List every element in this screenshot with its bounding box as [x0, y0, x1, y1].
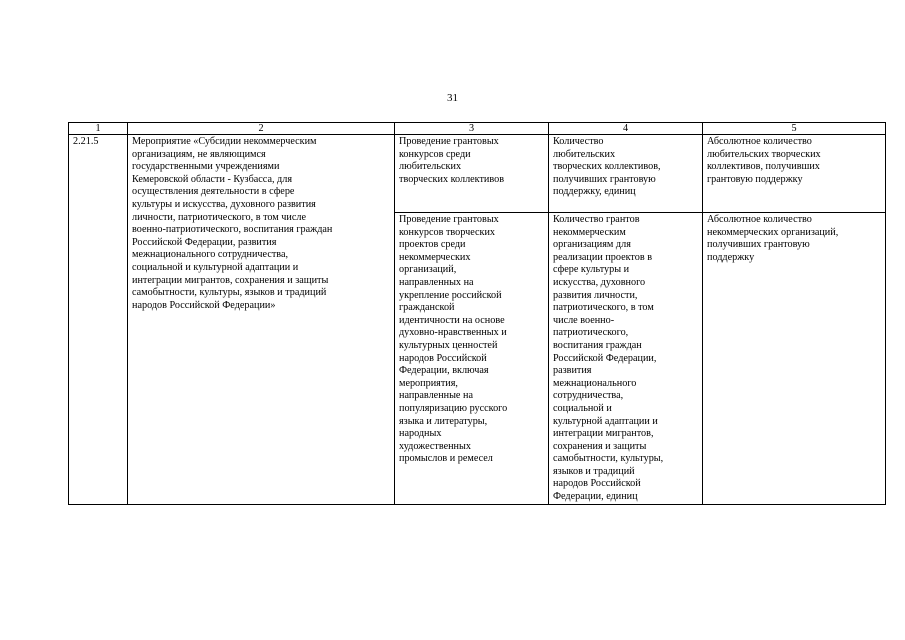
column-header-5: 5	[703, 123, 886, 135]
column-header-2: 2	[128, 123, 395, 135]
calculation-method-cell: Абсолютное количество любительских творческих коллективов, получивших грантовую поддержку	[703, 135, 886, 213]
task-cell: Проведение грантовых конкурсов творческих проектов среди некоммерческих организаций, направленных на укрепление российской гражданской идентичности на основе духовно-нравственных и культурных ценностей народов Российской Федерации, включая мероприятия, направленные на популяризацию русского языка и литературы, народных художественных промыслов и ремесел	[395, 213, 549, 505]
measure-description-cell: Мероприятие «Субсидии некоммерческим организациям, не являющимся государственными учреждениями Кемеровской области - Кузбасса, для осуществления деятельности в сфере культуры и искусства, духовного развития личности, патриотического, в том числе военно-патриотического, воспитания граждан Российской Федерации, развития межнационального сотрудничества, социальной и культурной адаптации и интеграции мигрантов, сохранения и защиты самобытности, культуры, языков и традиций народов Российской Федерации»	[128, 135, 395, 505]
calculation-method-cell: Абсолютное количество некоммерческих организаций, получивших грантовую поддержку	[703, 213, 886, 505]
indicator-cell: Количество грантов некоммерческим организациям для реализации проектов в сфере культуры и искусства, духовного развития личности, патриотического, в том числе военно- патриотического, воспитания граждан Российской Федерации, развития межнационального сотрудничества, социальной и культурной адаптации и интеграции мигрантов, сохранения и защиты самобытности, культуры, языков и традиций народов Российской Федерации, единиц	[549, 213, 703, 505]
indicator-cell: Количество любительских творческих коллективов, получивших грантовую поддержку, единиц	[549, 135, 703, 213]
page-number: 31	[447, 92, 458, 104]
task-cell: Проведение грантовых конкурсов среди любительских творческих коллективов	[395, 135, 549, 213]
column-header-4: 4	[549, 123, 703, 135]
column-header-3: 3	[395, 123, 549, 135]
table-row	[69, 135, 886, 213]
table-header-row	[69, 123, 886, 135]
indicators-table	[68, 122, 886, 505]
measure-code-cell: 2.21.5	[69, 135, 128, 505]
column-header-1: 1	[69, 123, 128, 135]
